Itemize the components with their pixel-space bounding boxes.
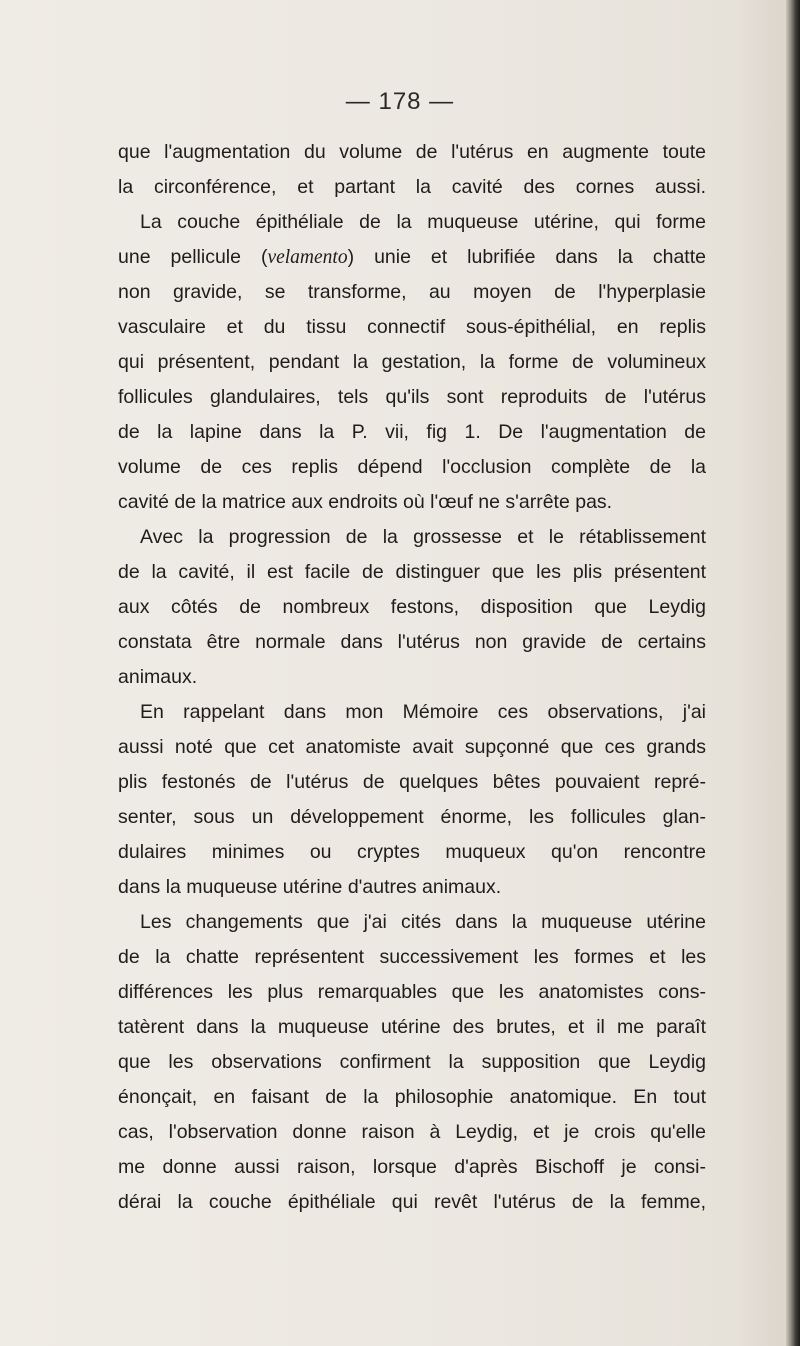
text-line: que les observations confirment la supposition que Leydig	[118, 1051, 706, 1073]
italic-term: velamento	[267, 247, 348, 268]
text-line: Les changements que j'ai cités dans la muqueuse utérine	[140, 911, 706, 933]
text-line: aux côtés de nombreux festons, disposition que Leydig	[118, 596, 706, 618]
text-line: La couche épithéliale de la muqueuse utérine, qui forme	[140, 211, 706, 233]
text-line: constata être normale dans l'utérus non gravide de certains	[118, 631, 706, 653]
text-line: dérai la couche épithéliale qui revêt l'utérus de la femme,	[118, 1191, 706, 1213]
text-line: plis festonés de l'utérus de quelques bêtes pouvaient repré-	[118, 771, 706, 793]
text-line: de la cavité, il est facile de distinguer que les plis présentent	[118, 561, 706, 583]
text-line: dans la muqueuse utérine d'autres animaux.	[118, 876, 502, 898]
text-line: la circonférence, et partant la cavité des cornes aussi.	[118, 176, 706, 198]
text-line: que l'augmentation du volume de l'utérus en augmente toute	[118, 141, 706, 163]
text-line: vasculaire et du tissu connectif sous-épithélial, en replis	[118, 316, 706, 338]
text-line: de la lapine dans la P. vii, fig 1. De l'augmentation de	[118, 421, 706, 443]
text-line: cas, l'observation donne raison à Leydig, et je crois qu'elle	[118, 1121, 706, 1143]
body-text	[118, 135, 706, 1220]
text-segment: ) unie et lubrifiée dans la chatte	[347, 246, 706, 268]
text-line: qui présentent, pendant la gestation, la forme de volumineux	[118, 351, 706, 373]
text-line: non gravide, se transforme, au moyen de l'hyperplasie	[118, 281, 706, 303]
text-line: Avec la progression de la grossesse et le rétablissement	[140, 526, 706, 548]
text-line: dulaires minimes ou cryptes muqueux qu'on rencontre	[118, 841, 706, 863]
text-line: volume de ces replis dépend l'occlusion complète de la	[118, 456, 706, 478]
text-line: différences les plus remarquables que les anatomistes cons-	[118, 981, 706, 1003]
text-line: animaux.	[118, 666, 198, 688]
page-number: — 178 —	[345, 88, 455, 115]
text-line: me donne aussi raison, lorsque d'après Bischoff je consi-	[118, 1156, 706, 1178]
text-line: follicules glandulaires, tels qu'ils sont reproduits de l'utérus	[118, 386, 706, 408]
text-line: tatèrent dans la muqueuse utérine des brutes, et il me paraît	[118, 1016, 706, 1038]
text-segment: une pellicule (	[118, 246, 268, 268]
text-line: En rappelant dans mon Mémoire ces observations, j'ai	[140, 701, 706, 723]
text-line: aussi noté que cet anatomiste avait supçonné que ces grands	[118, 736, 706, 758]
text-line: cavité de la matrice aux endroits où l'œuf ne s'arrête pas.	[118, 491, 613, 513]
text-line: de la chatte représentent successivement les formes et les	[118, 946, 706, 968]
text-line: énonçait, en faisant de la philosophie anatomique. En tout	[118, 1086, 706, 1108]
text-line: senter, sous un développement énorme, les follicules glan-	[118, 806, 706, 828]
page-edge-shadow	[786, 0, 800, 1346]
text-line	[118, 240, 706, 275]
